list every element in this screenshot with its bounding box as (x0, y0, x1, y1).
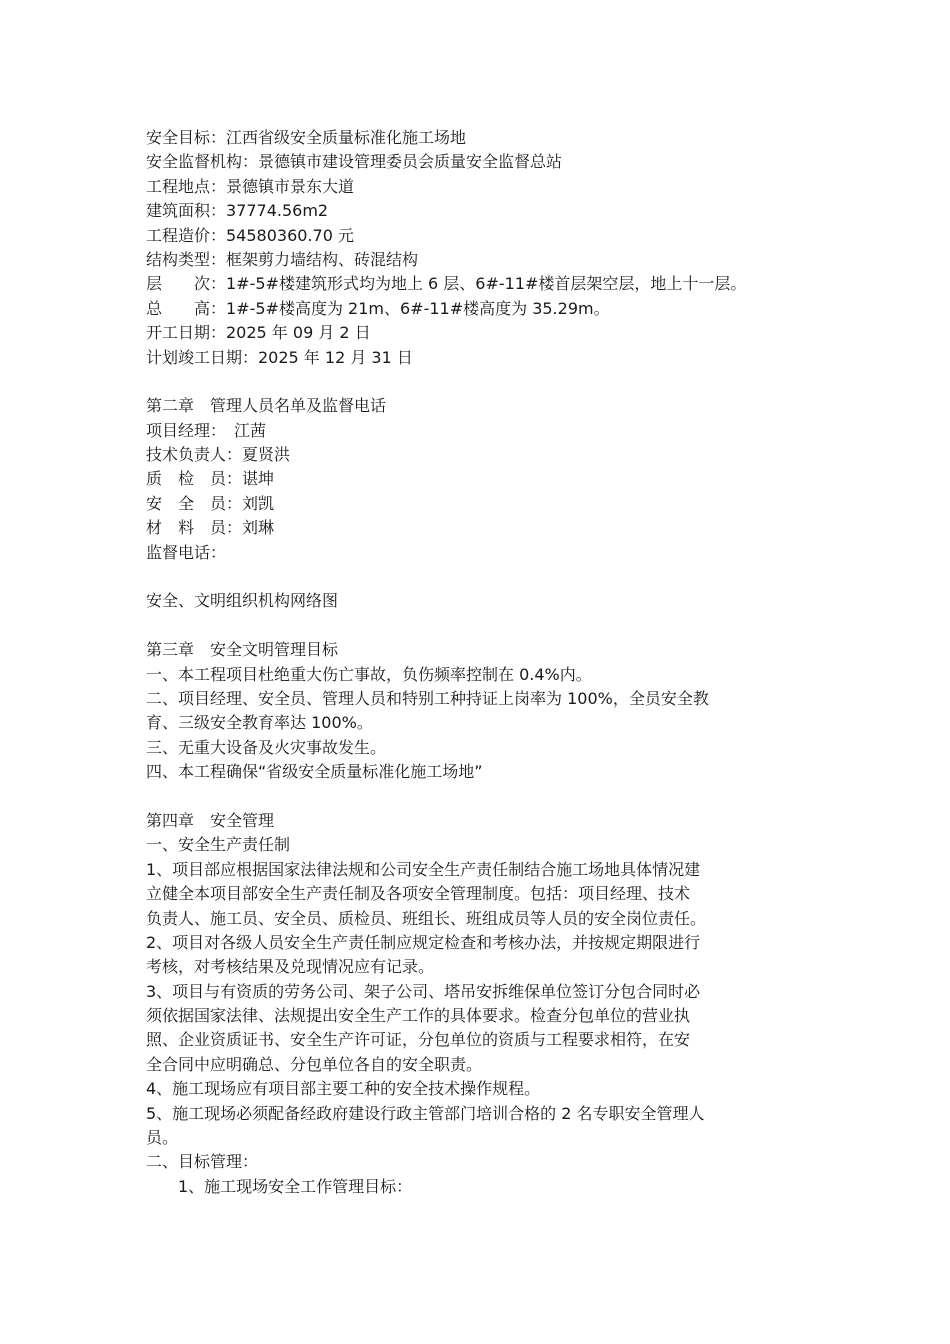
project-info-block (146, 126, 826, 370)
chapter-4-title: 第四章 安全管理 (146, 810, 275, 830)
chapter-3-title: 第三章 安全文明管理目标 (146, 640, 339, 660)
project-location: 工程地点：景德镇市景东大道 (146, 176, 355, 196)
floor-count: 层 次：1#-5#楼建筑形式均为地上 6 层、6#-11#楼首层架空层，地上十一层。 (146, 274, 747, 294)
spacer (146, 785, 826, 809)
spacer (146, 370, 826, 394)
technical-lead: 技术负责人：夏贤洪 (146, 445, 291, 465)
planned-completion-date: 计划竣工日期：2025 年 12 月 31 日 (146, 347, 413, 367)
paragraph-line: 负责人、施工员、安全员、质检员、班组长、班组成员等人员的安全岗位责任。 (146, 908, 707, 928)
materials-officer: 材 料 员：刘琳 (146, 518, 275, 538)
network-diagram-title: 安全、文明组织机构网络图 (146, 591, 339, 611)
structure-type: 结构类型：框架剪力墙结构、砖混结构 (146, 249, 419, 269)
document-page (146, 126, 826, 1199)
goal-line: 二、项目经理、安全员、管理人员和特别工种持证上岗率为 100%，全员安全教 (146, 688, 709, 708)
goal-line: 四、本工程确保“省级安全质量标准化施工场地” (146, 762, 483, 782)
paragraph-line: 3、项目与有资质的劳务公司、架子公司、塔吊安拆维保单位签订分包合同时必 (146, 981, 701, 1001)
paragraph-line: 1、项目部应根据国家法律法规和公司安全生产责任制结合施工场地具体情况建 (146, 859, 701, 879)
project-cost: 工程造价：54580360.70 元 (146, 225, 354, 245)
goal-line: 育、三级安全教育率达 100%。 (146, 713, 373, 733)
chapter-2 (146, 394, 826, 565)
safety-officer: 安 全 员：刘凯 (146, 493, 275, 513)
project-manager: 项目经理： 江茜 (146, 420, 267, 440)
paragraph-line: 4、施工现场应有项目部主要工种的安全技术操作规程。 (146, 1079, 541, 1099)
quality-inspector: 质 检 员：谌坤 (146, 469, 275, 489)
paragraph-line: 考核，对考核结果及兑现情况应有记录。 (146, 957, 435, 977)
paragraph-line: 须依据国家法律、法规提出安全生产工作的具体要求。检查分包单位的营业执 (146, 1006, 691, 1026)
supervision-phone: 监督电话： (146, 542, 227, 562)
paragraph-line: 员。 (146, 1128, 179, 1148)
section-2-title: 二、目标管理： (146, 1152, 259, 1172)
paragraph-line: 5、施工现场必须配备经政府建设行政主管部门培训合格的 2 名专职安全管理人 (146, 1103, 705, 1123)
paragraph-line: 全合同中应明确总、分包单位各自的安全职责。 (146, 1054, 483, 1074)
goal-line: 三、无重大设备及火灾事故发生。 (146, 737, 387, 757)
supervision-agency: 安全监督机构：景德镇市建设管理委员会质量安全监督总站 (146, 152, 563, 172)
paragraph-line: 2、项目对各级人员安全生产责任制应规定检查和考核办法，并按规定期限进行 (146, 932, 701, 952)
goal-line: 一、本工程项目杜绝重大伤亡事故，负伤频率控制在 0.4%内。 (146, 664, 592, 684)
spacer (146, 565, 826, 589)
chapter-2-title: 第二章 管理人员名单及监督电话 (146, 396, 387, 416)
section-1-title: 一、安全生产责任制 (146, 835, 291, 855)
paragraph-line: 立健全本项目部安全生产责任制及各项安全管理制度。包括：项目经理、技术 (146, 884, 691, 904)
chapter-4 (146, 809, 826, 1199)
start-date: 开工日期：2025 年 09 月 2 日 (146, 323, 371, 343)
building-area: 建筑面积：37774.56m2 (146, 201, 329, 221)
safety-target: 安全目标：江西省级安全质量标准化施工场地 (146, 128, 467, 147)
total-height: 总 高：1#-5#楼高度为 21m、6#-11#楼高度为 35.29m。 (146, 298, 610, 318)
section-2-item-1: 1、施工现场安全工作管理目标： (178, 1176, 413, 1196)
chapter-3 (146, 638, 826, 784)
spacer (146, 614, 826, 638)
paragraph-line: 照、企业资质证书、安全生产许可证，分包单位的资质与工程要求相符，在安 (146, 1030, 691, 1050)
